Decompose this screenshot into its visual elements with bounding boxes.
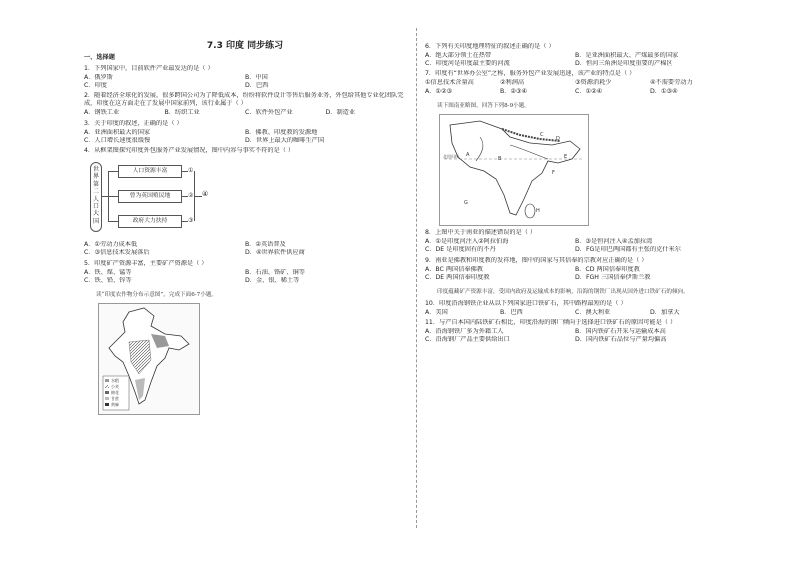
q4-framework-diagram bbox=[84, 158, 406, 238]
vertical-char: 第 bbox=[92, 180, 99, 188]
q4-option-c[interactable]: C．③信息技术发展落后 bbox=[84, 249, 150, 256]
q7-options bbox=[425, 88, 725, 96]
q7-item-4: ④不需要劳动力 bbox=[650, 79, 693, 86]
q3-option-a[interactable]: A．亚洲面积最大的国家 bbox=[84, 128, 151, 136]
tropic-label: 北回归线 bbox=[443, 154, 459, 159]
q6-option-a[interactable]: A．绝大部分领土在热带 bbox=[425, 51, 492, 59]
diagram-mark-3: ③ bbox=[188, 217, 194, 224]
q10-option-a[interactable]: A．美国 bbox=[425, 308, 448, 316]
q9-option-b[interactable]: B．CD 两国信奉印度教 bbox=[575, 265, 640, 273]
q6-option-d[interactable]: D．恒河三角洲是印度重要的产棉区 bbox=[575, 59, 673, 67]
map-label-g: G bbox=[464, 200, 468, 206]
q4-option-b[interactable]: B．②英语普及 bbox=[245, 241, 286, 248]
legend-label: 甘蔗 bbox=[111, 395, 119, 401]
diagram-box-government: 政府大力扶持 bbox=[118, 215, 182, 228]
q11-option-b[interactable]: B．国内铁矿石开采与运输成本高 bbox=[575, 328, 666, 335]
diagram-connector bbox=[108, 171, 118, 172]
diagram-mark-2: ② bbox=[188, 192, 194, 199]
q2-option-d[interactable]: D．制造业 bbox=[325, 109, 356, 116]
q7-item-2: ②利润高 bbox=[500, 79, 525, 86]
q3-option-d[interactable]: D．世界上最大的咖啡生产国 bbox=[245, 136, 325, 144]
vertical-char: 口 bbox=[92, 203, 99, 211]
page-title: 7.3 印度 同步练习 bbox=[206, 41, 284, 51]
map-label-c: C bbox=[540, 132, 544, 138]
q7-option-c[interactable]: C．①②④ bbox=[575, 88, 603, 95]
legend-label: 棉花 bbox=[111, 389, 119, 395]
q9-option-a[interactable]: A．BC 两国信奉佛教 bbox=[425, 265, 483, 273]
vertical-char: 界 bbox=[92, 173, 99, 181]
q8-options bbox=[425, 238, 725, 254]
q11-option-d[interactable]: D．国内铁矿石品位与产量均偏高 bbox=[575, 336, 667, 343]
diagram-connector bbox=[194, 196, 202, 197]
q4-options bbox=[84, 241, 406, 257]
q8-option-d[interactable]: D．FG是印巴两国都有主张的克什米尔 bbox=[575, 246, 681, 253]
map-label-a: A bbox=[466, 152, 470, 158]
vertical-char: 人 bbox=[92, 195, 99, 203]
q7-items bbox=[425, 79, 725, 87]
q10-option-c[interactable]: C．澳大利亚 bbox=[575, 308, 611, 316]
question-6: 6．下列有关印度地理特征的叙述正确的是（ ） bbox=[425, 42, 555, 50]
legend-label: 水稻 bbox=[111, 377, 119, 383]
q1-option-b[interactable]: B．中国 bbox=[245, 73, 268, 81]
vertical-char: 大 bbox=[92, 210, 99, 218]
legend-swatch bbox=[105, 397, 109, 400]
q9-options bbox=[425, 266, 725, 282]
q1-option-a[interactable]: A．俄罗斯 bbox=[84, 73, 113, 81]
legend-swatch bbox=[105, 385, 109, 388]
q5-options bbox=[84, 269, 406, 285]
intro-10-11: 印度蕴藏矿产资源丰富，受国内政府及运输成本的影响，沿海的钢铁厂出现从国外进口铁矿石的倾向。 bbox=[437, 288, 689, 295]
q2-options bbox=[84, 109, 406, 117]
vertical-char: 国 bbox=[92, 217, 99, 225]
question-2: 2．随着经济全球化的发展，很多跨国公司为了降低成本，纷纷将软件设计等售后服务业务，外包给其他专业化团队完成，印度在这方面走在了发展中国家前列，该行业属于（ ） bbox=[84, 92, 404, 107]
q2-option-c[interactable]: C．软件外包产业 bbox=[245, 109, 293, 116]
legend-swatch bbox=[105, 391, 109, 394]
question-8: 8．上图中关于南亚的描述错误的是（ ） bbox=[425, 229, 537, 236]
map-label-h: H bbox=[536, 208, 540, 214]
q6-options bbox=[425, 52, 725, 68]
right-column bbox=[425, 40, 725, 345]
south-asia-map-svg bbox=[440, 115, 588, 225]
q11-option-c[interactable]: C．沿海钢厂产品主要供给出口 bbox=[425, 336, 510, 343]
q7-option-b[interactable]: B．②③④ bbox=[500, 88, 528, 95]
left-column bbox=[84, 42, 406, 415]
question-10: 10．印度沿海钢铁企业从以下列国家进口铁矿石，其中路程最短的是（ ） bbox=[425, 299, 627, 307]
diagram-vertical-label bbox=[90, 162, 102, 232]
question-1: 1．下列国家中，目前软件产业最发达的是（ ） bbox=[84, 64, 214, 72]
column-divider bbox=[416, 28, 417, 528]
q6-option-c[interactable]: C．印度河是印度最主要的河流 bbox=[425, 59, 510, 67]
question-11: 11．与产自本国内陆铁矿石相比，印度沿海的钢厂倾向于选择进口铁矿石的原因可能是（ ） bbox=[425, 319, 677, 326]
intro-8-9: 读下图南亚略图，回答下列8-9小题。 bbox=[437, 103, 530, 109]
map-label-d: D bbox=[556, 136, 560, 142]
q7-item-1: ①信息技术含量高 bbox=[425, 79, 474, 86]
sri-lanka bbox=[525, 204, 535, 218]
q6-option-b[interactable]: B．是亚洲面积最大、产煤最多的国家 bbox=[575, 51, 679, 59]
q8-option-c[interactable]: C．DE 是印度固有的不丹 bbox=[425, 246, 496, 253]
question-3: 3．关于印度的叙述，正确的是（ ） bbox=[84, 119, 183, 127]
vertical-char: 二 bbox=[92, 188, 99, 196]
question-4: 4．从框架图探究印度外包服务产业发展情况，图中内容与事实不符的是（ ） bbox=[84, 147, 295, 154]
q11-option-a[interactable]: A．沿海钢铁厂多为外籍工人 bbox=[425, 328, 504, 335]
q9-option-c[interactable]: C．DE 两国信奉印度教 bbox=[425, 273, 490, 281]
legend-label: 黄麻 bbox=[111, 401, 119, 407]
diagram-connector bbox=[108, 196, 118, 197]
q3-option-b[interactable]: B．佛教、印度教的发源地 bbox=[245, 128, 318, 136]
q2-option-a[interactable]: A．钢铁工业 bbox=[84, 109, 120, 116]
intro-6-7: 读“印度农作物分布示意图”，完成下面6-7小题。 bbox=[96, 291, 218, 298]
diagram-mark-1: ① bbox=[188, 167, 194, 174]
south-asia-outline bbox=[450, 121, 580, 215]
question-5: 5．印度矿产资源丰富，主要矿产资源是（ ） bbox=[84, 259, 208, 267]
q4-option-a[interactable]: A．①劳动力成本低 bbox=[84, 241, 138, 248]
q2-option-b[interactable]: B．纺织工业 bbox=[164, 109, 200, 116]
legend-swatch bbox=[105, 379, 109, 382]
south-asia-map bbox=[439, 114, 589, 226]
q3-options bbox=[84, 129, 406, 145]
q10-option-d[interactable]: D．加拿大 bbox=[650, 308, 680, 316]
q11-options bbox=[425, 328, 725, 344]
india-crop-map bbox=[98, 303, 200, 415]
q4-option-d[interactable]: D．④世界软件供应商 bbox=[245, 249, 305, 256]
q7-option-d[interactable]: D．①③④ bbox=[650, 88, 678, 95]
q10-options bbox=[425, 309, 725, 317]
map-label-b: B bbox=[498, 156, 502, 162]
section-heading: 一、选择题 bbox=[84, 54, 115, 61]
legend-swatch bbox=[105, 403, 109, 406]
q8-option-b[interactable]: B．③是恒河注入④孟加拉湾 bbox=[575, 238, 653, 245]
q5-option-a[interactable]: A．铁、煤、锰等 bbox=[84, 268, 132, 276]
q1-option-c[interactable]: C．印度 bbox=[84, 81, 107, 89]
diagram-connector bbox=[108, 221, 118, 222]
q7-item-3: ③资源消耗少 bbox=[575, 79, 612, 86]
vertical-char: 世 bbox=[92, 166, 99, 173]
q8-option-a[interactable]: A．①是印度河注入②阿拉伯海 bbox=[425, 238, 509, 245]
question-9: 9．南亚是佛教和印度教的发祥地，图中的国家与其信奉的宗教对应正确的是（ ） bbox=[425, 256, 648, 264]
q5-option-c[interactable]: C．铁、铅、锌等 bbox=[84, 276, 132, 284]
q5-option-d[interactable]: D．金、银、稀土等 bbox=[245, 276, 300, 284]
question-7: 7．印度有“世界办公室”之称，服务外包产业发展迅速，该产业的特点是（ ） bbox=[425, 70, 636, 77]
q3-option-c[interactable]: C．人口增长速度很缓慢 bbox=[84, 136, 151, 144]
map-label-e: E bbox=[564, 154, 568, 160]
q1-option-d[interactable]: D．巴西 bbox=[245, 81, 269, 89]
q9-option-d[interactable]: D．FGH 三国信奉伊斯兰教 bbox=[575, 273, 651, 281]
legend-label: 小麦 bbox=[111, 383, 119, 389]
diagram-mark-4: ④ bbox=[202, 190, 209, 198]
diagram-box-population: 人口资源丰富 bbox=[118, 165, 182, 178]
q7-option-a[interactable]: A．①②③ bbox=[425, 88, 453, 95]
q10-option-b[interactable]: B．巴西 bbox=[500, 308, 523, 316]
map-label-f: F bbox=[552, 170, 555, 176]
diagram-box-colony: 曾为英国殖民地 bbox=[118, 190, 182, 203]
q5-option-b[interactable]: B．石油、铬矿、铜等 bbox=[245, 268, 305, 276]
q1-options bbox=[84, 74, 406, 90]
